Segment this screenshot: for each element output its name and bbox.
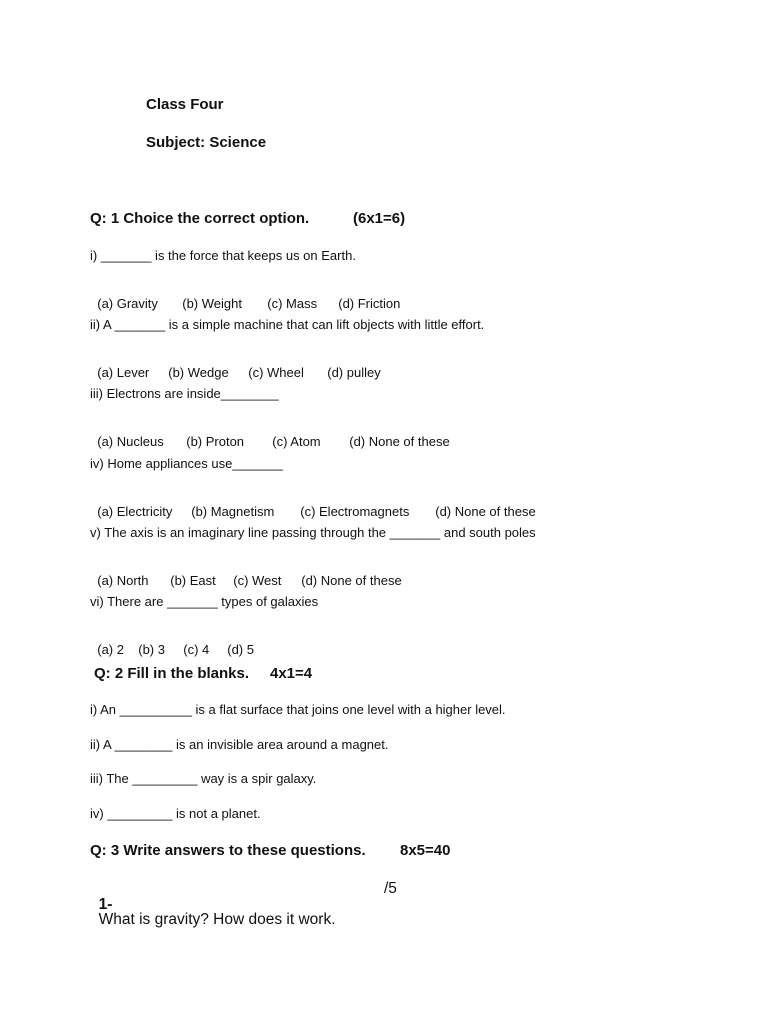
q3-item-question: What is gravity? How does it work. [98, 911, 336, 928]
q1-question-3: iii) Electrons are inside________ [90, 386, 279, 401]
option-b: (b) Wedge [168, 365, 229, 380]
q1-question-1: i) _______ is the force that keeps us on Earth. [90, 248, 356, 263]
q2-item-1: i) An __________ is a flat surface that joins one level with a higher level. [90, 702, 506, 717]
q3-heading: Q: 3 Write answers to these questions. [90, 842, 366, 859]
q1-question-2: ii) A _______ is a simple machine that can lift objects with little effort. [90, 317, 485, 332]
q3-item-number: 1- [98, 895, 113, 913]
q2-item-4: iv) _________ is not a planet. [90, 806, 261, 821]
option-a: (a) 2 [97, 642, 124, 657]
q1-marks: (6x1=6) [353, 210, 406, 227]
q2-heading: Q: 2 Fill in the blanks. [94, 665, 250, 682]
option-d: (d) None of these [435, 504, 536, 519]
option-c: (c) West [233, 573, 282, 588]
option-b: (b) East [170, 573, 216, 588]
option-b: (b) Weight [182, 296, 242, 311]
q2-marks: 4x1=4 [270, 665, 313, 682]
q3-marks: 8x5=40 [400, 842, 451, 859]
option-c: (c) Wheel [248, 365, 304, 380]
class-title: Class Four [146, 96, 224, 113]
q1-options-3 [90, 422, 450, 448]
option-d: (d) None of these [301, 573, 402, 588]
q1-question-6: vi) There are _______ types of galaxies [90, 594, 319, 609]
option-d: (d) pulley [327, 365, 381, 380]
q1-options-2 [90, 353, 381, 379]
option-a: (a) Gravity [97, 296, 158, 311]
q1-options-1 [90, 284, 400, 310]
option-c: (c) 4 [183, 642, 210, 657]
q1-options-4 [90, 492, 536, 518]
option-c: (c) Atom [272, 434, 321, 449]
q1-question-4: iv) Home appliances use_______ [90, 456, 283, 471]
option-a: (a) Nucleus [97, 434, 164, 449]
q3-item-1 [90, 881, 336, 928]
option-d: (d) 5 [227, 642, 254, 657]
q2-item-3: iii) The _________ way is a spir galaxy. [90, 771, 317, 786]
q3-item-marks: /5 [384, 880, 397, 897]
option-c: (c) Electromagnets [300, 504, 410, 519]
option-c: (c) Mass [267, 296, 318, 311]
q2-item-2: ii) A ________ is an invisible area around a magnet. [90, 737, 389, 752]
option-d: (d) Friction [338, 296, 401, 311]
option-a: (a) Lever [97, 365, 150, 380]
subject-title: Subject: Science [146, 134, 267, 151]
q1-question-5: v) The axis is an imaginary line passing through the _______ and south poles [90, 525, 536, 540]
q1-options-6 [90, 630, 254, 656]
q1-options-5 [90, 561, 402, 587]
option-b: (b) 3 [138, 642, 165, 657]
q1-heading: Q: 1 Choice the correct option. [90, 210, 310, 227]
option-b: (b) Magnetism [191, 504, 275, 519]
option-a: (a) Electricity [97, 504, 173, 519]
option-d: (d) None of these [349, 434, 450, 449]
option-b: (b) Proton [186, 434, 245, 449]
option-a: (a) North [97, 573, 149, 588]
